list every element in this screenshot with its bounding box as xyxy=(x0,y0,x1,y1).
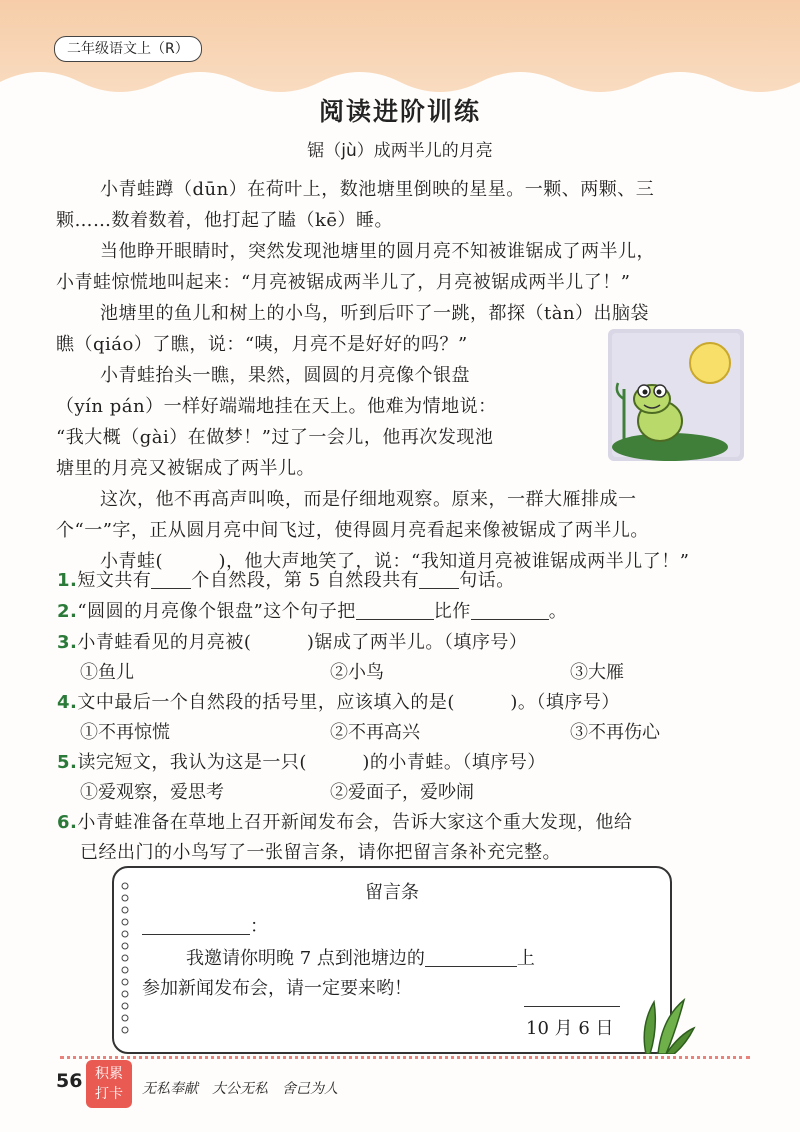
note-title: 留言条 xyxy=(365,882,419,903)
question-number: 3. xyxy=(57,632,78,653)
note-body-line-1: 我邀请你明晚 7 点到池塘边的 上 xyxy=(186,948,535,969)
grass-leaves-decoration xyxy=(636,998,696,1054)
option[interactable]: ②爱面子，爱吵闹 xyxy=(330,782,474,803)
passage-line: 个“一”字，正从圆月亮中间飞过，使得圆月亮看起来像被锯成了两半儿。 xyxy=(56,520,649,541)
question-number: 6. xyxy=(57,812,78,833)
note-binding-holes xyxy=(120,882,130,1042)
passage-line: 这次，他不再高声叫唤，而是仔细地观察。原来，一群大雁排成一 xyxy=(100,489,637,510)
passage-line: 颗……数着数着，他打起了瞌（kē）睡。 xyxy=(56,210,394,231)
answer-blank[interactable] xyxy=(151,568,191,589)
answer-blank[interactable] xyxy=(419,568,459,589)
footer-idioms: 无私奉献 大公无私 舍己为人 xyxy=(142,1081,338,1097)
grade-tag: 二年级语文上（R） xyxy=(54,36,202,62)
note-body-line-2: 参加新闻发布会，请一定要来哟！ xyxy=(142,978,412,999)
option[interactable]: ②小鸟 xyxy=(330,662,384,683)
page-number: 56 xyxy=(56,1070,83,1092)
frog-moon-illustration xyxy=(608,329,744,461)
passage-line: 瞧（qiáo）了瞧，说：“咦，月亮不是好好的吗？” xyxy=(56,334,468,355)
option[interactable]: ①不再惊慌 xyxy=(80,722,170,743)
option[interactable]: ②不再高兴 xyxy=(330,722,420,743)
answer-blank[interactable] xyxy=(471,599,549,620)
answer-blank[interactable] xyxy=(356,599,434,620)
question-number: 4. xyxy=(57,692,78,713)
question-2: 2.“圆圆的月亮像个银盘”这个句子把 比作 。 xyxy=(57,601,568,622)
page-title: 阅读进阶训练 xyxy=(318,97,481,126)
passage-line: 小青蛙抬头一瞧，果然，圆圆的月亮像个银盘 xyxy=(100,365,470,386)
passage-line: 塘里的月亮又被锯成了两半儿。 xyxy=(56,458,315,479)
signature-blank[interactable] xyxy=(524,986,620,1007)
option[interactable]: ①爱观察，爱思考 xyxy=(80,782,224,803)
place-blank[interactable] xyxy=(425,946,517,967)
question-4: 4.文中最后一个自然段的括号里，应该填入的是( )。（填序号） xyxy=(57,692,620,713)
option[interactable]: ③不再伤心 xyxy=(570,722,660,743)
footer-divider xyxy=(60,1056,750,1059)
passage-line: 当他睁开眼睛时，突然发现池塘里的圆月亮不知被谁锯成了两半儿， xyxy=(100,241,655,262)
passage-line: 小青蛙( )，他大声地笑了，说：“我知道月亮被谁锯成两半儿了！” xyxy=(100,551,690,572)
option[interactable]: ①鱼儿 xyxy=(80,662,134,683)
passage-line: “我大概（gài）在做梦！”过了一会儿，他再次发现池 xyxy=(56,427,494,448)
passage-line: 小青蛙蹲（dūn）在荷叶上，数池塘里倒映的星星。一颗、两颗、三 xyxy=(100,179,655,200)
passage-line: （yín pán）一样好端端地挂在天上。他难为情地说： xyxy=(56,396,497,417)
note-salutation: ： xyxy=(142,912,268,942)
note-date: 10 月 6 日 xyxy=(526,1018,614,1039)
recipient-blank[interactable] xyxy=(142,914,250,935)
accumulate-badge: 积累 打卡 xyxy=(86,1060,132,1108)
option[interactable]: ③大雁 xyxy=(570,662,624,683)
question-number: 1. xyxy=(57,570,78,591)
question-1: 1.短文共有 个自然段，第 5 自然段共有 句话。 xyxy=(57,570,515,591)
question-5: 5.读完短文，我认为这是一只( )的小青蛙。（填序号） xyxy=(57,752,546,773)
story-title: 锯（jù）成两半儿的月亮 xyxy=(307,141,493,161)
question-6-line-2: 已经出门的小鸟写了一张留言条，请你把留言条补充完整。 xyxy=(80,842,561,863)
question-6: 6.小青蛙准备在草地上召开新闻发布会，告诉大家这个重大发现，他给 xyxy=(57,812,633,833)
message-note xyxy=(112,866,672,1054)
question-number: 2. xyxy=(57,601,78,622)
passage-line: 池塘里的鱼儿和树上的小鸟，听到后吓了一跳，都探（tàn）出脑袋 xyxy=(100,303,650,324)
question-3: 3.小青蛙看见的月亮被( )锯成了两半儿。（填序号） xyxy=(57,632,528,653)
passage-line: 小青蛙惊慌地叫起来：“月亮被锯成两半儿了，月亮被锯成两半儿了！” xyxy=(56,272,631,293)
question-number: 5. xyxy=(57,752,78,773)
